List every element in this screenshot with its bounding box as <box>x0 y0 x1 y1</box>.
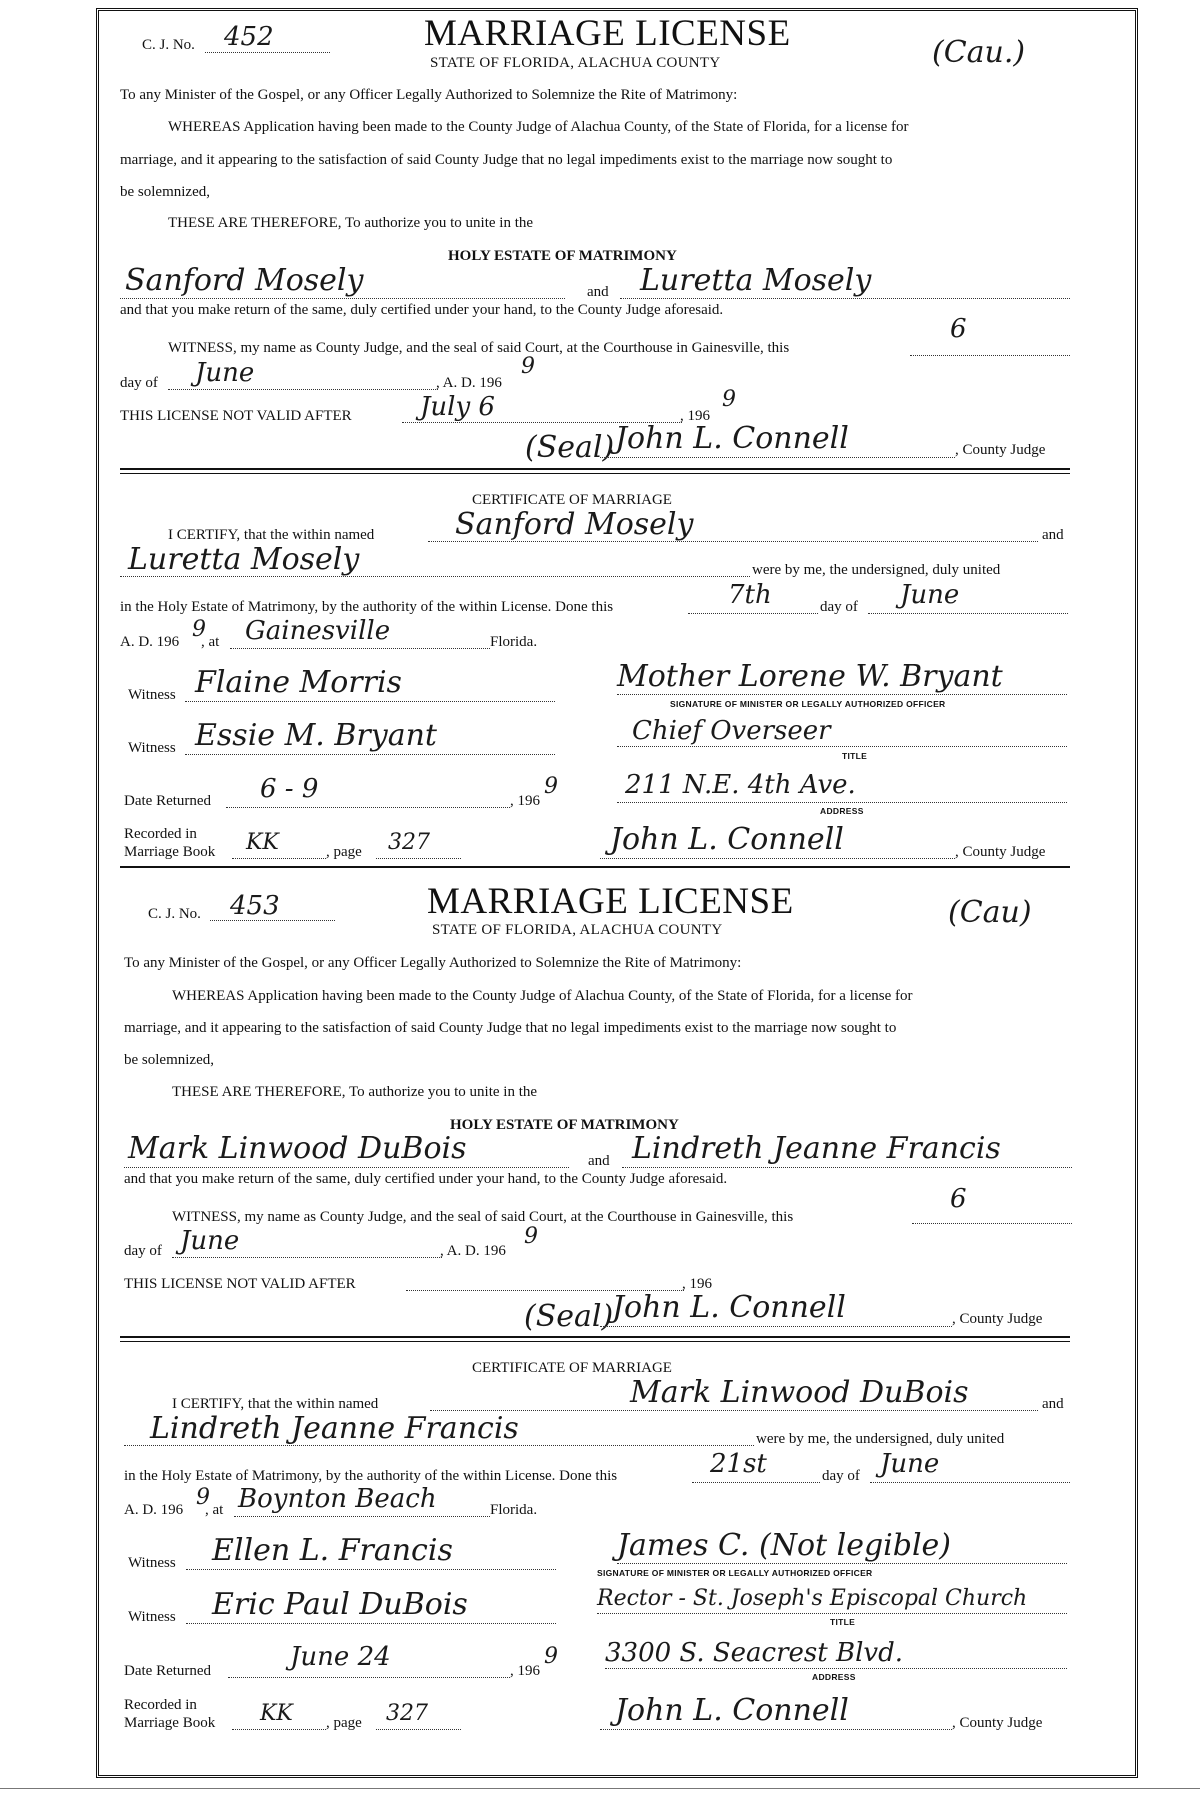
witness2: Eric Paul DuBois <box>212 1587 468 1622</box>
page-line <box>376 1729 461 1730</box>
not-valid-year-label: , 196 <box>680 408 710 424</box>
officer-caption: SIGNATURE OF MINISTER OR LEGALLY AUTHORIZED OFFICER <box>670 699 946 709</box>
cert-bride: Luretta Mosely <box>128 542 360 577</box>
year-digit: 9 <box>521 354 535 379</box>
holy-estate-heading: HOLY ESTATE OF MATRIMONY <box>448 248 677 264</box>
date-returned-line <box>226 807 510 808</box>
month: June <box>195 358 255 388</box>
page-number: 327 <box>388 830 430 855</box>
witness-line: WITNESS, my name as County Judge, and the seal of said Court, at the Courthouse in Gainesville, this <box>168 340 790 356</box>
whereas-line-1: WHEREAS Application having been made to the County Judge of Alachua County, of the State of Florida, for a license for <box>168 119 909 135</box>
bride-name: Luretta Mosely <box>640 263 872 298</box>
witness2: Essie M. Bryant <box>195 718 437 753</box>
license-title: MARRIAGE LICENSE <box>424 13 791 54</box>
done-day-line <box>692 1482 820 1483</box>
groom-name: Sanford Mosely <box>125 263 364 298</box>
at-label: , at <box>201 634 220 650</box>
book: KK <box>246 830 279 855</box>
judge-signature-2-line <box>600 1729 952 1730</box>
section-divider <box>120 468 1070 470</box>
officer-title-line <box>617 746 1067 747</box>
done-month: June <box>900 580 960 610</box>
certificate-title: CERTIFICATE OF MARRIAGE <box>472 1360 672 1376</box>
florida-label: Florida. <box>490 1502 538 1518</box>
day-of-label: day of <box>124 1243 162 1259</box>
cj-number: 453 <box>230 891 280 921</box>
groom-name: Mark Linwood DuBois <box>128 1131 467 1166</box>
to-line: To any Minister of the Gospel, or any Officer Legally Authorized to Solemnize the Rite of Matrimony: <box>120 87 738 103</box>
recorded-label-2: Marriage Book <box>124 1715 216 1731</box>
county-judge-label-2: , County Judge <box>952 1715 1043 1731</box>
done-day-of: day of <box>822 1468 860 1484</box>
united-label: were by me, the undersigned, duly united <box>756 1431 1005 1447</box>
judge-signature-2: John L. Connell <box>615 1693 849 1728</box>
license-divider <box>120 866 1070 868</box>
year-digit: 9 <box>524 1224 538 1249</box>
date-returned: 6 - 9 <box>260 774 319 804</box>
officer-title-line <box>597 1613 1067 1614</box>
witness1-label: Witness <box>128 687 176 703</box>
done-month: June <box>880 1449 940 1479</box>
officer-signature: Mother Lorene W. Bryant <box>617 659 1003 694</box>
therefore-line: THESE ARE THEREFORE, To authorize you to unite in the <box>168 215 534 231</box>
witness2-label: Witness <box>128 740 176 756</box>
license-subtitle: STATE OF FLORIDA, ALACHUA COUNTY <box>432 922 723 938</box>
date-returned-label: Date Returned <box>124 793 212 809</box>
done-day-of: day of <box>820 599 858 615</box>
ad2-year: 9 <box>192 617 206 642</box>
cert-and: and <box>1042 1396 1064 1412</box>
returned-year-digit: 9 <box>544 774 558 799</box>
returned-year-digit: 9 <box>544 1644 558 1669</box>
officer-address-line <box>617 802 1067 803</box>
at-label: , at <box>205 1502 224 1518</box>
place: Boynton Beach <box>238 1484 437 1514</box>
witness1: Ellen L. Francis <box>212 1533 453 1568</box>
witness2-label: Witness <box>128 1609 176 1625</box>
therefore-line: THESE ARE THEREFORE, To authorize you to unite in the <box>172 1084 538 1100</box>
judge-signature: John L. Connell <box>612 1290 846 1325</box>
not-valid-label: THIS LICENSE NOT VALID AFTER <box>120 408 352 424</box>
place: Gainesville <box>245 616 391 646</box>
done-day: 21st <box>710 1449 767 1479</box>
bride-line <box>620 298 1070 299</box>
officer-address-line <box>605 1668 1067 1669</box>
returned-year-label: , 196 <box>510 793 540 809</box>
book-line <box>232 1729 326 1730</box>
cj-label: C. J. No. <box>148 906 201 922</box>
certificate-title: CERTIFICATE OF MARRIAGE <box>472 492 672 508</box>
cau-note: (Cau) <box>948 895 1032 930</box>
cert-groom: Sanford Mosely <box>455 507 694 542</box>
return-line: and that you make return of the same, duly certified under your hand, to the County Judge aforesaid. <box>124 1171 728 1187</box>
address-caption: ADDRESS <box>820 806 864 816</box>
book: KK <box>260 1701 293 1726</box>
groom-line <box>120 298 565 299</box>
month-line <box>172 1257 442 1258</box>
witness2-line <box>186 1623 556 1624</box>
certify-label: I CERTIFY, that the within named <box>168 527 375 543</box>
whereas-line-2: marriage, and it appearing to the satisfaction of said County Judge that no legal impediments exist to the marriage now sought to <box>120 152 893 168</box>
date-returned: June 24 <box>290 1642 391 1672</box>
cj-label: C. J. No. <box>142 37 195 53</box>
officer-title: Chief Overseer <box>632 716 831 746</box>
title-caption: TITLE <box>830 1617 856 1627</box>
judge-signature-2-line <box>600 858 955 859</box>
holy-estate-line: in the Holy Estate of Matrimony, by the authority of the within License. Done this <box>120 599 614 615</box>
cert-bride: Lindreth Jeanne Francis <box>150 1411 519 1446</box>
day-num: 6 <box>950 1184 967 1214</box>
address-caption: ADDRESS <box>812 1672 856 1682</box>
county-judge-label-2: , County Judge <box>955 844 1046 860</box>
certify-label: I CERTIFY, that the within named <box>172 1396 379 1412</box>
cert-groom: Mark Linwood DuBois <box>630 1375 969 1410</box>
recorded-label-1: Recorded in <box>124 826 197 842</box>
county-judge-label: , County Judge <box>955 442 1046 458</box>
title-caption: TITLE <box>842 751 868 761</box>
done-day-line <box>688 613 818 614</box>
month-line <box>168 389 438 390</box>
seal: (Seal) <box>525 430 615 465</box>
place-line <box>230 648 490 649</box>
license-title: MARRIAGE LICENSE <box>427 881 794 922</box>
judge-signature: John L. Connell <box>615 421 849 456</box>
witness1-line <box>185 701 555 702</box>
not-valid-date: July 6 <box>420 392 495 422</box>
month: June <box>180 1226 240 1256</box>
section-divider <box>120 1336 1070 1338</box>
and-word: and <box>587 284 609 300</box>
place-line <box>234 1516 490 1517</box>
done-day: 7th <box>728 580 772 610</box>
united-label: were by me, the undersigned, duly united <box>752 562 1001 578</box>
officer-address: 3300 S. Seacrest Blvd. <box>605 1638 903 1668</box>
cj-number: 452 <box>224 22 274 52</box>
cau-note: (Cau.) <box>932 35 1026 70</box>
bride-name: Lindreth Jeanne Francis <box>632 1131 1001 1166</box>
page-line <box>376 858 461 859</box>
not-valid-year-digit: 9 <box>722 387 736 412</box>
officer-signature-line <box>617 1563 1067 1564</box>
to-line: To any Minister of the Gospel, or any Officer Legally Authorized to Solemnize the Rite of Matrimony: <box>124 955 742 971</box>
cert-groom-line <box>430 1410 1038 1411</box>
section-divider-thin <box>120 473 1070 474</box>
ad2-label: A. D. 196 <box>120 634 180 650</box>
ad-label: , A. D. 196 <box>440 1243 506 1259</box>
not-valid-year-label: , 196 <box>682 1276 712 1292</box>
scan-edge-line <box>0 1788 1200 1789</box>
ad2-label: A. D. 196 <box>124 1502 184 1518</box>
bride-line <box>622 1167 1072 1168</box>
done-month-line <box>870 1482 1070 1483</box>
seal: (Seal) <box>524 1299 614 1334</box>
ad-label: , A. D. 196 <box>436 375 502 391</box>
date-returned-label: Date Returned <box>124 1663 212 1679</box>
page-number: 327 <box>386 1701 428 1726</box>
florida-label: Florida. <box>490 634 538 650</box>
day-of-label: day of <box>120 375 158 391</box>
day-num-line <box>912 1223 1072 1224</box>
recorded-label-2: Marriage Book <box>124 844 216 860</box>
recorded-label-1: Recorded in <box>124 1697 197 1713</box>
not-valid-label: THIS LICENSE NOT VALID AFTER <box>124 1276 356 1292</box>
page-label: , page <box>326 844 362 860</box>
ad2-year: 9 <box>196 1485 210 1510</box>
and-word: and <box>588 1153 610 1169</box>
page-label: , page <box>326 1715 362 1731</box>
witness2-line <box>185 754 555 755</box>
section-divider-thin <box>120 1341 1070 1342</box>
date-returned-line <box>228 1677 510 1678</box>
return-line: and that you make return of the same, duly certified under your hand, to the County Judge aforesaid. <box>120 302 724 318</box>
day-num: 6 <box>950 314 967 344</box>
book-line <box>232 858 326 859</box>
officer-address: 211 N.E. 4th Ave. <box>625 770 856 800</box>
officer-signature: James C. (Not legible) <box>617 1528 952 1563</box>
officer-title: Rector - St. Joseph's Episcopal Church <box>597 1586 1028 1611</box>
judge-signature-line <box>600 1326 952 1327</box>
whereas-line-1: WHEREAS Application having been made to the County Judge of Alachua County, of the State of Florida, for a license for <box>172 988 913 1004</box>
judge-signature-2: John L. Connell <box>610 822 844 857</box>
holy-estate-line: in the Holy Estate of Matrimony, by the authority of the within License. Done this <box>124 1468 618 1484</box>
county-judge-label: , County Judge <box>952 1311 1043 1327</box>
cert-and: and <box>1042 527 1064 543</box>
done-month-line <box>868 613 1068 614</box>
whereas-line-3: be solemnized, <box>124 1052 214 1068</box>
witness1: Flaine Morris <box>195 665 402 700</box>
groom-line <box>124 1167 569 1168</box>
returned-year-label: , 196 <box>510 1663 540 1679</box>
officer-signature-line <box>617 694 1067 695</box>
day-num-line <box>910 355 1070 356</box>
witness-line: WITNESS, my name as County Judge, and the seal of said Court, at the Courthouse in Gainesville, this <box>172 1209 794 1225</box>
holy-estate-heading: HOLY ESTATE OF MATRIMONY <box>450 1117 679 1133</box>
witness1-label: Witness <box>128 1555 176 1571</box>
witness1-line <box>186 1569 556 1570</box>
license-subtitle: STATE OF FLORIDA, ALACHUA COUNTY <box>430 55 721 71</box>
whereas-line-2: marriage, and it appearing to the satisfaction of said County Judge that no legal impediments exist to the marriage now sought to <box>124 1020 897 1036</box>
officer-caption: SIGNATURE OF MINISTER OR LEGALLY AUTHORIZED OFFICER <box>597 1568 873 1578</box>
whereas-line-3: be solemnized, <box>120 184 210 200</box>
cj-no-line <box>205 52 330 53</box>
judge-signature-line <box>600 457 955 458</box>
